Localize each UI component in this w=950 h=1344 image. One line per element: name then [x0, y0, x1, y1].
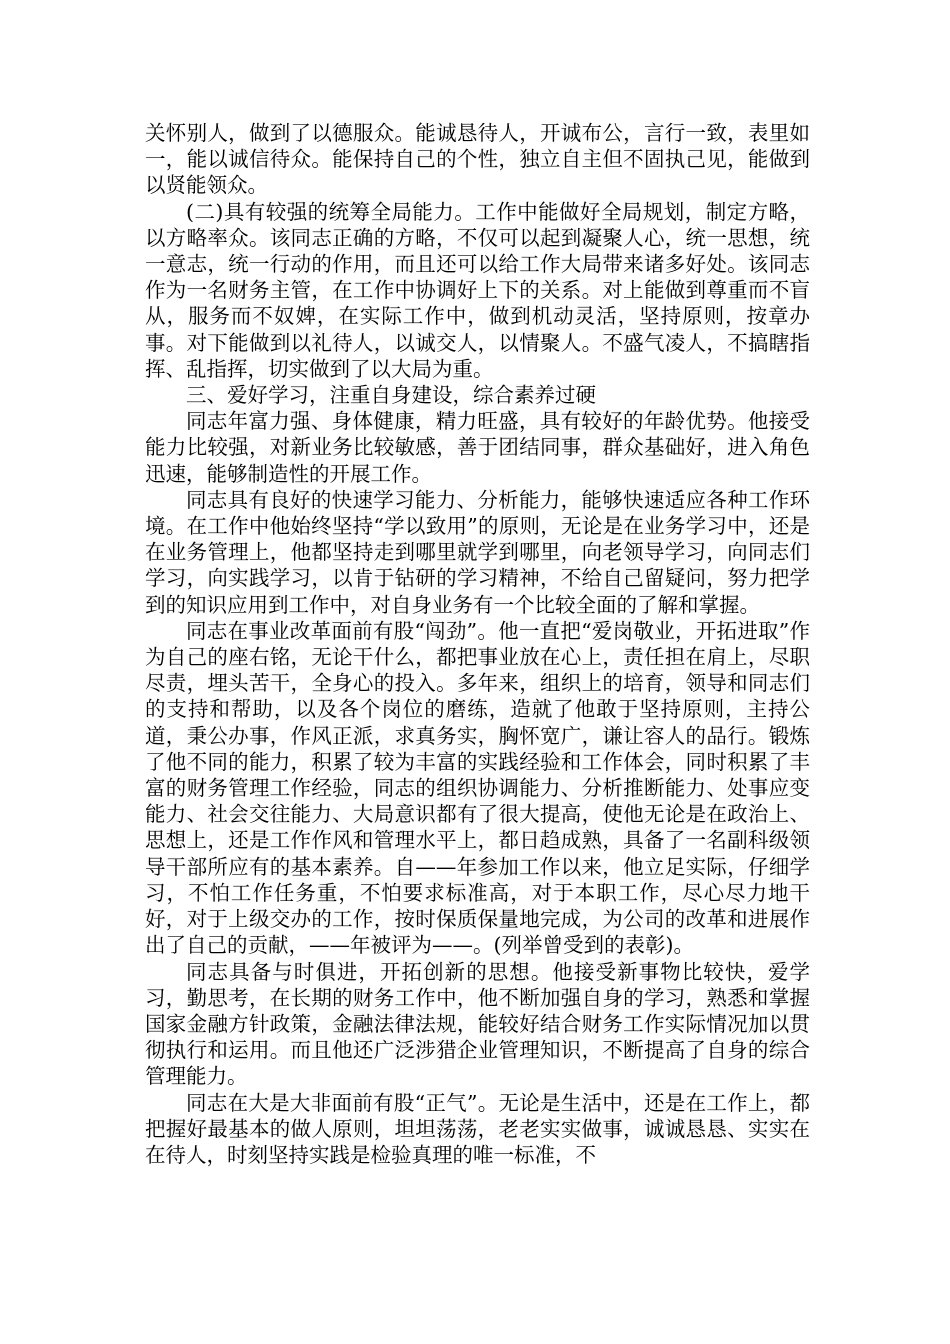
document-body: [145, 120, 810, 1168]
paragraph-reform-drive: 同志在事业改革面前有股“闯劲”。他一直把“爱岗敬业，开拓进取”作为自己的座右铭，无论干什么，都把事业放在心上，责任担在肩上，尽职尽责，埋头苦干，全身心的投入。多年来，组织上的培育，领导和同志们的支持和帮助，以及各个岗位的磨练，造就了他敢于坚持原则，主持公道，秉公办事，作风正派，求真务实，胸怀宽广，谦让容人的品行。锻炼了他不同的能力，积累了较为丰富的实践经验和工作体会，同时积累了丰富的财务管理工作经验，同志的组织协调能力、分析推断能力、处事应变能力、社会交往能力、大局意识都有了很大提高，使他无论是在政治上、思想上，还是工作作风和管理水平上，都日趋成熟，具备了一名副科级领导干部所应有的基本素养。自——年参加工作以来，他立足实际，仔细学习，不怕工作任务重，不怕要求标准高，对于本职工作，尽心尽力地干好，对于上级交办的工作，按时保质保量地完成，为公司的改革和进展作出了自己的贡献，——年被评为——。(列举曾受到的表彰)。: [145, 618, 810, 958]
section-heading-learning: 三、爱好学习，注重自身建设，综合素养过硬: [186, 383, 596, 408]
paragraph-integrity: 同志在大是大非面前有股“正气”。无论是生活中，还是在工作上，都把握好最基本的做人原则，坦坦荡荡，老老实实做事，诚诚恳恳、实实在在待人，时刻坚持实践是检验真理的唯一标准，不: [145, 1090, 810, 1167]
paragraph-overall-planning: (二)具有较强的统筹全局能力。工作中能做好全局规划，制定方略，以方略率众。该同志正确的方略，不仅可以起到凝聚人心，统一思想，统一意志，统一行动的作用，而且还可以给工作大局带来诸多好处。该同志作为一名财务主管，在工作中协调好上下的关系。对上能做到尊重而不盲从，服务而不奴婢，在实际工作中，做到机动灵活，坚持原则，按章办事。对下能做到以礼待人，以诚交人，以情聚人。不盛气凌人，不搞瞎指挥、乱指挥，切实做到了以大局为重。: [145, 199, 810, 381]
paragraph-learning-ability: 同志具有良好的快速学习能力、分析能力，能够快速适应各种工作环境。在工作中他始终坚持“学以致用”的原则，无论是在业务学习中，还是在业务管理上，他都坚持走到哪里就学到哪里，向老领导学习，向同志们学习，向实践学习，以肯于钻研的学习精神，不给自己留疑问，努力把学到的知识应用到工作中，对自身业务有一个比较全面的了解和掌握。: [145, 487, 810, 617]
paragraph-age-advantage: 同志年富力强、身体健康，精力旺盛，具有较好的年龄优势。他接受能力比较强，对新业务比较敏感，善于团结同事，群众基础好，进入角色迅速，能够制造性的开展工作。: [145, 409, 810, 486]
paragraph-innovation: 同志具备与时俱进，开拓创新的思想。他接受新事物比较快，爱学习，勤思考，在长期的财务工作中，他不断加强自身的学习，熟悉和掌握国家金融方针政策，金融法律法规，能较好结合财务工作实际情况加以贯彻执行和运用。而且他还广泛涉猎企业管理知识，不断提高了自身的综合管理能力。: [145, 959, 810, 1089]
paragraph-virtue-leadership: 关怀别人，做到了以德服众。能诚恳待人，开诚布公，言行一致，表里如一，能以诚信待众。能保持自己的个性，独立自主但不固执己见，能做到以贤能领众。: [145, 121, 810, 198]
